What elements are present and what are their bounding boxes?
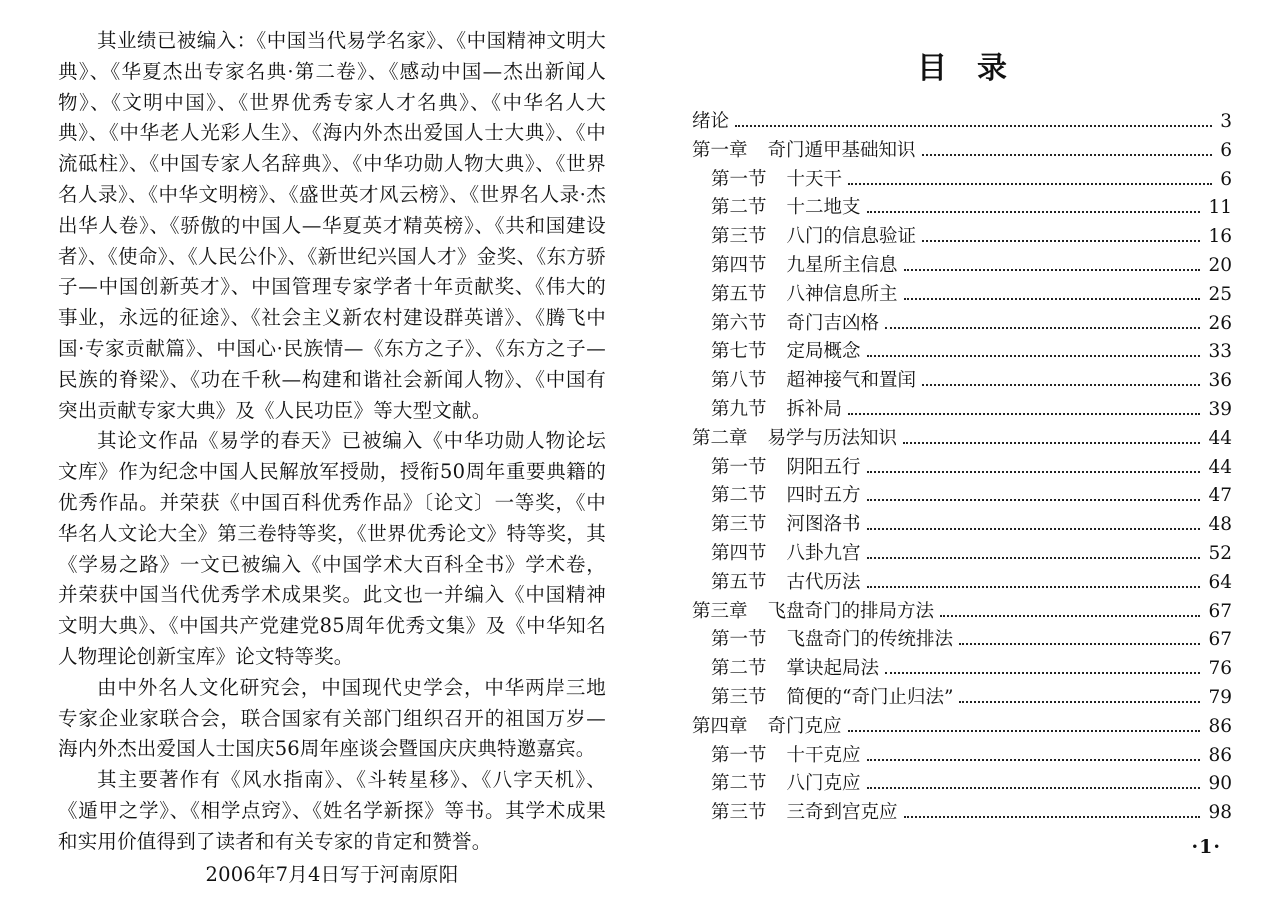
toc-dot-leader <box>867 471 1201 473</box>
toc-entry-page: 6 <box>1220 168 1232 190</box>
toc-dot-leader <box>922 384 1200 386</box>
toc-entry-number: 第八节 <box>711 370 767 392</box>
toc-entry-title: 九星所主信息 <box>786 254 898 276</box>
toc-entry-page: 11 <box>1208 197 1232 219</box>
toc-entry-number: 第二节 <box>711 773 767 795</box>
toc-entry-page: 25 <box>1208 283 1232 305</box>
toc-dot-leader <box>848 413 1200 415</box>
toc-entry-page: 67 <box>1208 629 1232 651</box>
toc-entry-number: 第三章 <box>692 600 748 622</box>
toc-entry-page: 44 <box>1208 456 1232 478</box>
toc-dot-leader <box>867 586 1201 588</box>
toc-entry-section <box>692 655 1232 684</box>
toc-entry-section <box>692 367 1232 396</box>
paragraph-invitation: 由中外名人文化研究会，中国现代史学会，中华两岸三地专家企业家联合会，联合国家有关部门组织召开的祖国万岁—海内外杰出爱国人士国庆56周年座谈会暨国庆庆典特邀嘉宾。 <box>58 675 606 761</box>
toc-entry-number: 第二节 <box>711 197 767 219</box>
toc-entry-section <box>692 252 1232 281</box>
paragraph-works: 其主要著作有《风水指南》、《斗转星移》、《八字天机》、《遁甲之学》、《相学点窍》、《姓名学新探》等书。其学术成果和实用价值得到了读者和有关专家的肯定和赞誉。 <box>58 768 606 853</box>
toc-dot-leader <box>867 211 1201 213</box>
toc-title: 目录 <box>917 51 1037 86</box>
left-page <box>58 26 606 890</box>
toc-entry-title: 四时五方 <box>786 485 861 507</box>
toc-dot-leader <box>904 298 1201 300</box>
toc-dot-leader <box>903 442 1200 444</box>
toc-entry-title: 拆补局 <box>786 398 843 420</box>
toc-entry-page: 47 <box>1208 485 1232 507</box>
toc-entry-number: 第二章 <box>692 427 748 449</box>
toc-entry-page: 39 <box>1208 398 1232 420</box>
toc-dot-leader <box>885 672 1200 674</box>
toc-entry-title: 十干克应 <box>786 744 861 766</box>
toc-dot-leader <box>867 557 1201 559</box>
toc-entry-title: 奇门克应 <box>767 715 842 737</box>
toc-entry-page: 98 <box>1208 802 1232 824</box>
toc-entry-section <box>692 454 1232 483</box>
toc-entry-number: 第九节 <box>711 398 767 420</box>
toc-entry-title: 河图洛书 <box>786 514 861 536</box>
toc-entry-section <box>692 569 1232 598</box>
toc-entry-number: 第一节 <box>711 744 767 766</box>
toc-entry-number: 第二节 <box>711 485 767 507</box>
toc-entry-title: 十二地支 <box>786 197 861 219</box>
toc-entry-chapter <box>692 425 1232 454</box>
toc-entry-chapter <box>692 598 1232 627</box>
toc-entry-number: 第一节 <box>711 168 767 190</box>
toc-entry-title: 飞盘奇门的排局方法 <box>767 600 935 622</box>
toc-entry-section <box>692 626 1232 655</box>
toc-entry-page: 3 <box>1220 111 1232 132</box>
dateline: 2006年7月4日写于河南原阳 <box>205 862 459 886</box>
toc-entry-section <box>692 540 1232 569</box>
toc-entry-section <box>692 396 1232 425</box>
toc-dot-leader <box>867 499 1201 501</box>
toc-entry-page: 67 <box>1208 600 1232 622</box>
toc-entry-number: 第二节 <box>711 658 767 680</box>
toc-dot-leader <box>904 816 1201 818</box>
right-page <box>692 48 1232 828</box>
toc-dot-leader <box>867 787 1201 789</box>
paragraph-papers: 其论文作品《易学的春天》已被编入《中华功勋人物论坛文库》作为纪念中国人民解放军授勋，授衔50周年重要典籍的优秀作品。并荣获《中国百科优秀作品》〔论文〕一等奖，《中华名人文论大全》第三卷特等奖，《世界优秀论文》特等奖，其《学易之路》一文已被编入《中国学术大百科全书》学术卷，并荣获中国当代优秀学术成果奖。此文也一并编入《中国精神文明大典》、《中国共产党建党85周年优秀文集》及《中华知名人物理论创新宝库》论文特等奖。 <box>58 429 606 668</box>
toc-entry-page: 16 <box>1208 226 1232 248</box>
toc-entry-title: 十天干 <box>786 168 843 190</box>
toc-entry-page: 26 <box>1208 312 1232 334</box>
toc-dot-leader <box>922 154 1212 156</box>
toc-dot-leader <box>959 701 1200 703</box>
toc-entry-number: 第三节 <box>711 802 767 824</box>
toc-dot-leader <box>735 125 1212 127</box>
toc-entry-page: 20 <box>1208 254 1232 276</box>
toc-entry-page: 44 <box>1208 427 1232 449</box>
toc-entry-title: 易学与历法知识 <box>767 427 898 449</box>
toc-entry-section <box>692 310 1232 339</box>
toc-entry-title: 超神接气和置闰 <box>786 370 917 392</box>
toc-dot-leader <box>904 269 1201 271</box>
toc-entry-section <box>692 166 1232 195</box>
toc-entry-page: 6 <box>1220 139 1232 161</box>
toc-entry-number: 第三节 <box>711 514 767 536</box>
toc-entry-page: 79 <box>1208 686 1232 708</box>
toc-entry-title: 八卦九宫 <box>786 542 861 564</box>
toc-dot-leader <box>922 240 1200 242</box>
toc-entry-title: 八门克应 <box>786 773 861 795</box>
toc-entry-title: 定局概念 <box>786 341 861 363</box>
toc-entry-page: 36 <box>1208 370 1232 392</box>
toc-entry-title: 奇门吉凶格 <box>786 312 880 334</box>
toc-entry-page: 86 <box>1208 744 1232 766</box>
toc-entry-section <box>692 194 1232 223</box>
toc-dot-leader <box>867 528 1201 530</box>
toc-entry-page: 86 <box>1208 715 1232 737</box>
toc-entry-intro <box>692 108 1232 137</box>
toc-entry-page: 33 <box>1208 341 1232 363</box>
toc-entry-number: 第一章 <box>692 139 748 161</box>
toc-dot-leader <box>940 615 1200 617</box>
toc-entry-title: 简便的“奇门止归法” <box>786 686 954 708</box>
page-number: ·1· <box>1191 836 1221 858</box>
toc-entry-number: 第一节 <box>711 456 767 478</box>
toc-entry-number: 第四节 <box>711 254 767 276</box>
toc-entry-title: 阴阳五行 <box>786 456 861 478</box>
toc-dot-leader <box>959 643 1200 645</box>
toc-entry-number: 第四节 <box>711 542 767 564</box>
toc-dot-leader <box>867 759 1201 761</box>
toc-entry-number: 第五节 <box>711 283 767 305</box>
toc-entry-number: 第五节 <box>711 571 767 593</box>
toc-entry-page: 76 <box>1208 658 1232 680</box>
toc-entry-title: 飞盘奇门的传统排法 <box>786 629 954 651</box>
toc-entry-title: 八神信息所主 <box>786 283 898 305</box>
toc-entry-chapter <box>692 137 1232 166</box>
toc-dot-leader <box>885 327 1200 329</box>
toc-entry-number: 第一节 <box>711 629 767 651</box>
toc-entry-chapter <box>692 713 1232 742</box>
toc-entry-number: 第三节 <box>711 226 767 248</box>
toc-entry-number: 第六节 <box>711 312 767 334</box>
toc-entry-title: 掌诀起局法 <box>786 658 880 680</box>
toc-dot-leader <box>848 183 1212 185</box>
table-of-contents <box>692 108 1232 828</box>
toc-entry-section <box>692 770 1232 799</box>
toc-dot-leader <box>867 355 1201 357</box>
toc-entry-number: 第七节 <box>711 341 767 363</box>
toc-entry-page: 48 <box>1208 514 1232 536</box>
toc-entry-section <box>692 223 1232 252</box>
toc-entry-section <box>692 742 1232 771</box>
toc-entry-number: 第四章 <box>692 715 748 737</box>
toc-entry-page: 52 <box>1208 542 1232 564</box>
toc-entry-section <box>692 684 1232 713</box>
toc-entry-number: 第三节 <box>711 686 767 708</box>
toc-entry-page: 90 <box>1208 773 1232 795</box>
toc-entry-section <box>692 281 1232 310</box>
toc-dot-leader <box>848 730 1201 732</box>
toc-entry-title: 三奇到宫克应 <box>786 802 898 824</box>
toc-entry-section <box>692 338 1232 367</box>
toc-entry-title: 八门的信息验证 <box>786 226 917 248</box>
toc-entry-page: 64 <box>1208 571 1232 593</box>
toc-entry-section <box>692 799 1232 828</box>
paragraph-compilations: 其业绩已被编入：《中国当代易学名家》、《中国精神文明大典》、《华夏杰出专家名典·第二卷》、《感动中国—杰出新闻人物》、《文明中国》、《世界优秀专家人才名典》、《中华名人大典》、《中华老人光彩人生》、《海内外杰出爱国人士大典》、《中流砥柱》、《中国专家人名辞典》、《中华功勋人物大典》、《世界名人录》、《中华文明榜》、《盛世英才风云榜》、《世界名人录·杰出华人卷》、《骄傲的中国人—华夏英才精英榜》、《共和国建设者》、《使命》、《人民公仆》、《新世纪兴国人才》金奖、《东方骄子—中国创新英才》、中国管理专家学者十年贡献奖、《伟大的事业，永远的征途》、《社会主义新农村建设群英谱》、《腾飞中国·专家贡献篇》、中国心·民族情—《东方之子》、《东方之子—民族的脊梁》、《功在千秋—构建和谐社会新闻人物》、《中国有突出贡献专家大典》及《人民功臣》等大型文献。 <box>58 29 606 422</box>
toc-entry-title: 古代历法 <box>786 571 861 593</box>
toc-entry-title: 奇门遁甲基础知识 <box>767 139 916 161</box>
toc-entry-section <box>692 482 1232 511</box>
toc-entry-title: 绪论 <box>692 111 730 132</box>
toc-entry-section <box>692 511 1232 540</box>
